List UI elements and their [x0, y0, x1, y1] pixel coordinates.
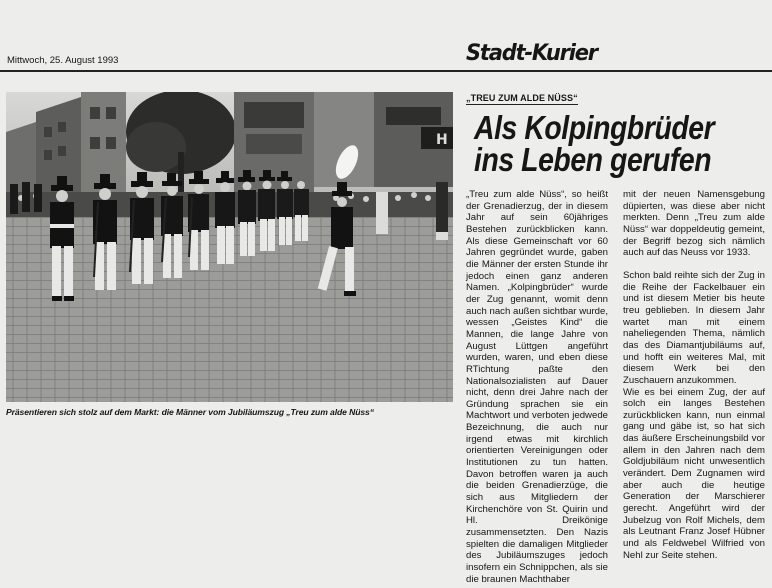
article-kicker: „TREU ZUM ALDE NÜSS“	[466, 93, 578, 103]
headline-line-2: ins Leben gerufen	[474, 141, 712, 178]
article-column-1	[466, 189, 608, 585]
column-1-paragraph-1: „Treu zum alde Nüss“, so heißt der Grenadierzug, der in diesem Jahr auf sein 60jähriges Bestehen zurückblicken kann. Als diese Gemeinschaft vor 60 Jahren gegründet wurde, gaben die Männer der ersten Stunde ihr jedoch einen ganz anderen Namen. „Kolpingbrüder“ wurde der Zug genannt, womit denn auch nach außen sichtbar wurde, wessen „Geistes Kind“ die Mannen, die lange Jahre von August Lüttgen angeführt wurden, waren, und eben diese RTichtung paßte den Nationalsozialisten auf Dauer nicht, denn drei Jahre nach der Gründung sprachen sie ein Machtwort und verboten jedwede Bezeichnung, die auch nur irgend etwas mit kirchlich orientierten Vereinigungen oder Institutionen zu tun hatten. Davon betroffen waren ja auch die beiden Grenadierzüge, die sich aus Mitgliedern der Kirchenchöre von St. Quirin und Hl. Dreikönige zusammensetzten. Den Nazis spielten die damaligen Mitglieder des Jubiläumszuges jedoch insofern ein Schnippchen, als sie die braunen Machthaber	[466, 189, 608, 585]
article-headline	[474, 109, 723, 178]
article-column-2	[623, 189, 765, 561]
column-2-paragraph-3: Wie es bei einem Zug, der auf solch ein langes Bestehen zurückblicken kann, nun einmal gang und gäbe ist, so hat sich das äußere Erscheinungsbild vor allem in den Jahren nach dem Goldjubiläum nicht unwesentlich verändert. Dem Zugnamen wird aber auch die heutige Generation der Marschierer gerecht. Angeführt wird der Jubelzug von Rolf Michels, dem als Leutnant Franz Josef Hübner und als Feldwebel Wilfried von Nehl zur Seite stehen.	[623, 386, 765, 561]
masthead-rule	[0, 70, 772, 72]
column-2-paragraph-2: Schon bald reihte sich der Zug in die Reihe der Fackelbauer ein und ist diesem Metier bis heute treu geblieben. In diesem Jahr wartet man mit einem naheliegenden Thema, nämlich das des Diamantjubiläums auf, und hofft ein weiteres Mal, mit diesem Werk bei den Zuschauern anzukommen.	[623, 269, 765, 386]
svg-text:H: H	[436, 132, 448, 148]
parade-photo	[6, 92, 453, 402]
headline-line-1: Als Kolpingbrüder	[474, 109, 715, 146]
column-2-paragraph-1: mit der neuen Namensgebung düpierten, was diese aber nicht merkten. Denn „Treu zum alde Nüss“ war doppeldeutig gemeint, der Begriff bezog sich nämlich auch auf das Neuss vor 1933.	[623, 189, 765, 259]
photo-caption: Präsentieren sich stolz auf dem Markt: die Männer vom Jubiläumszug „Treu zum alde Nüss“	[6, 407, 374, 417]
issue-date: Mittwoch, 25. August 1993	[7, 55, 119, 66]
newspaper-logo: Stadt-Kurier	[466, 40, 597, 66]
